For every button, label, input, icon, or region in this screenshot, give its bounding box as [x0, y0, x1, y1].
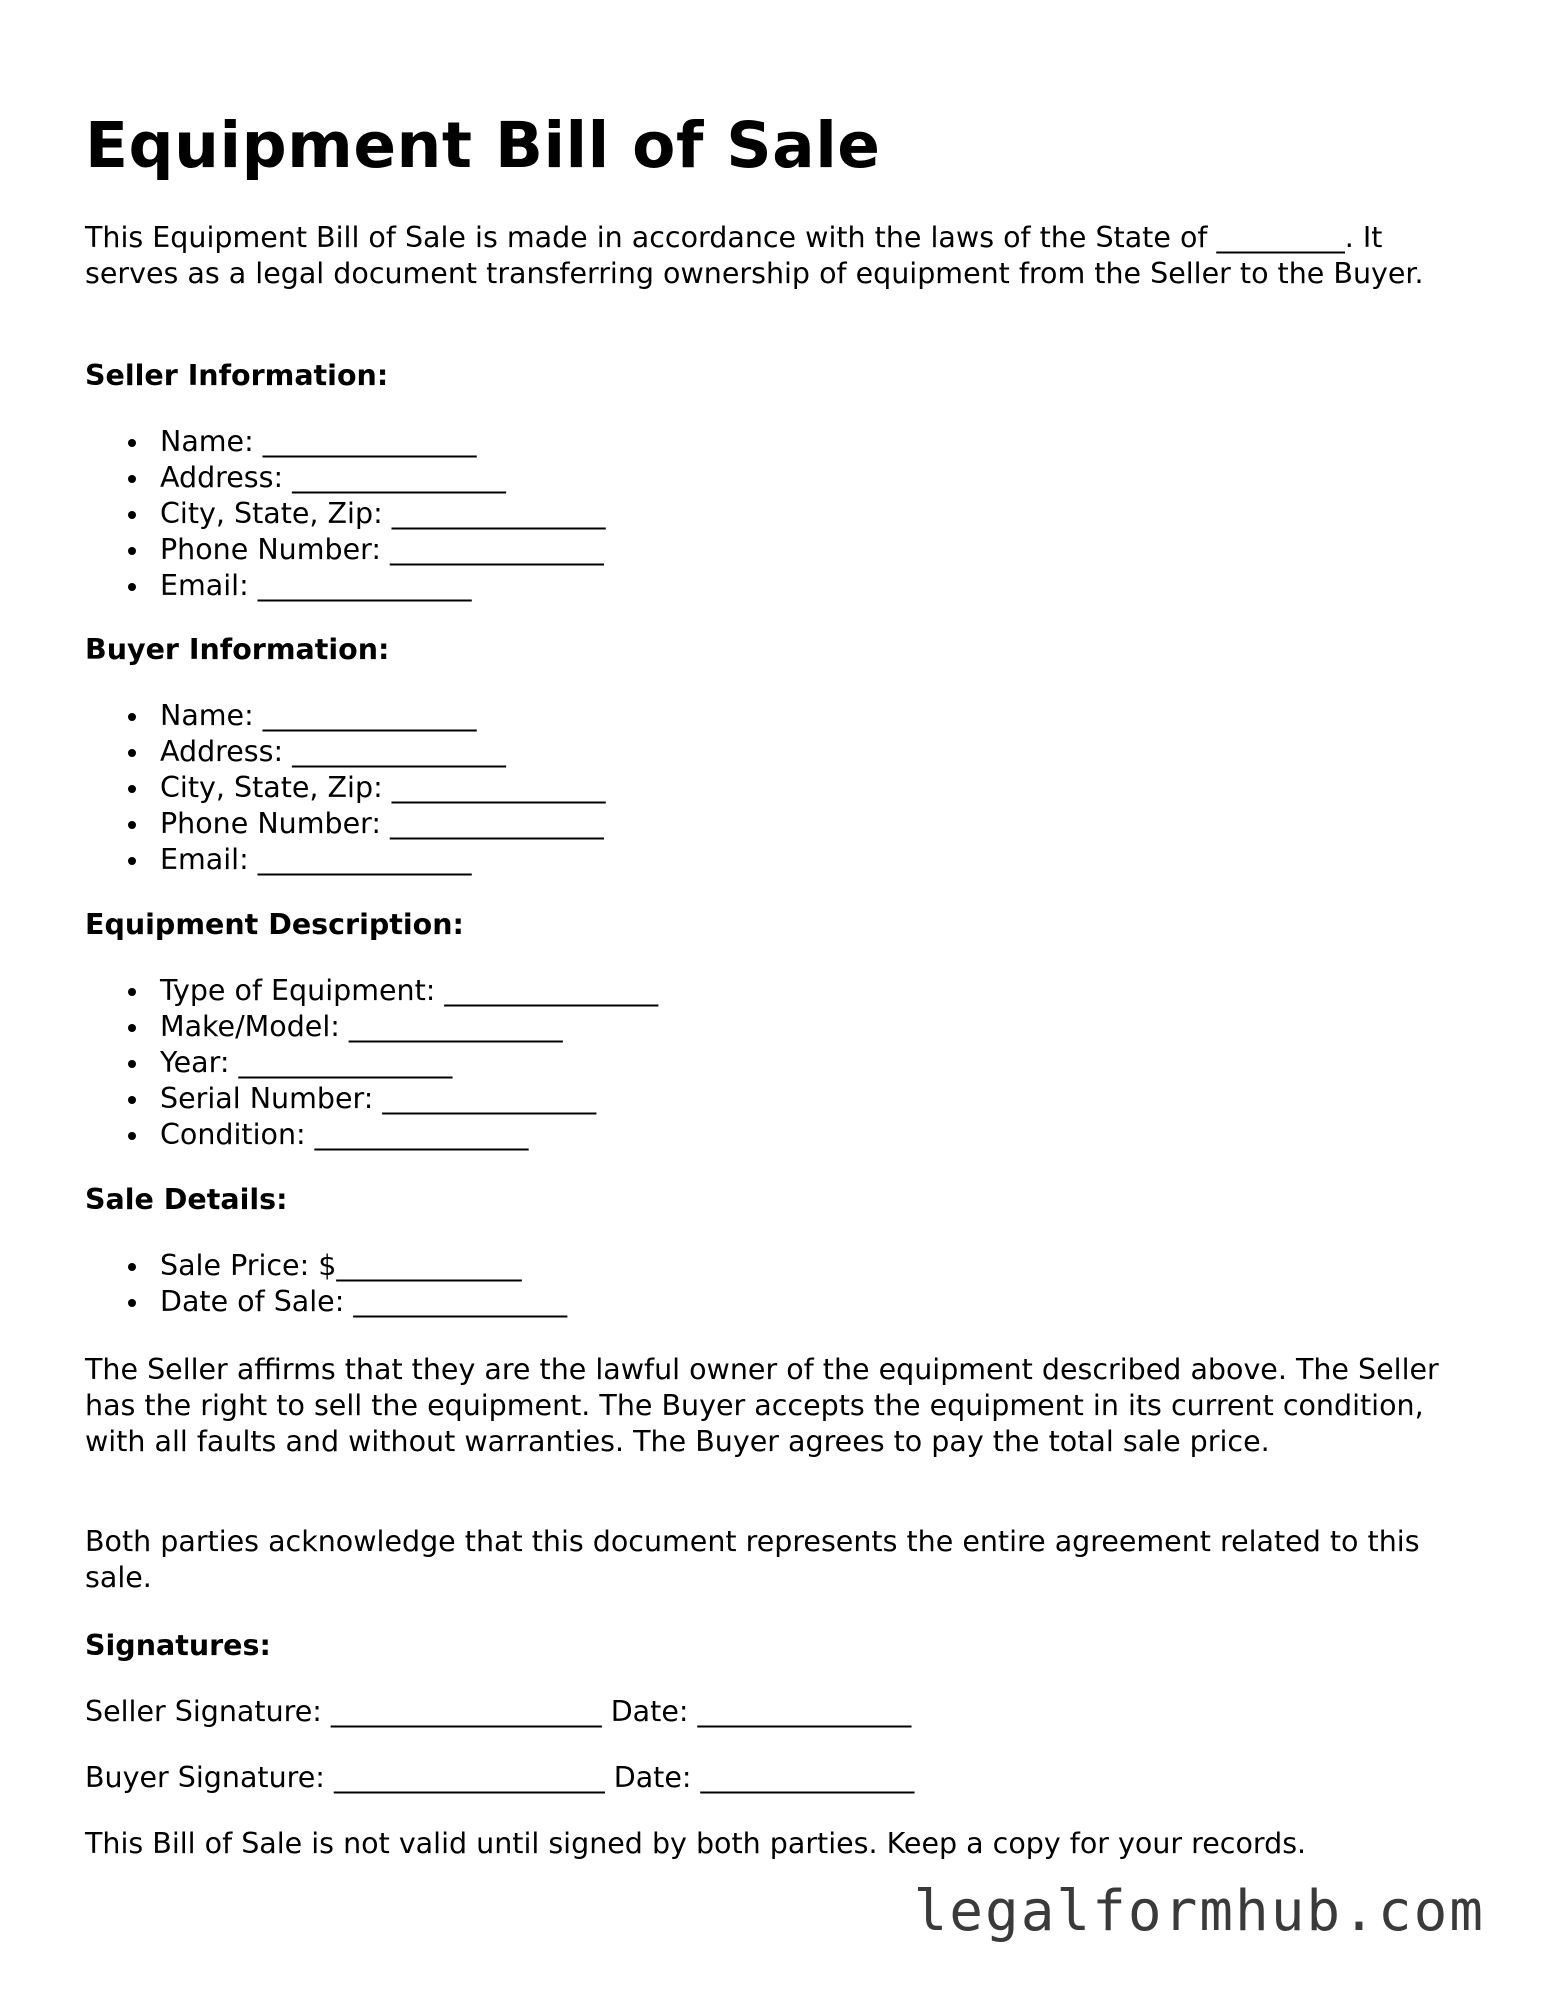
equipment-list	[85, 973, 658, 1153]
seller-signature-line: Seller Signature: ___________________ Date: _______________	[85, 1695, 912, 1728]
page-title: Equipment Bill of Sale	[85, 109, 881, 182]
sale-heading: Sale Details:	[85, 1183, 288, 1216]
sale-date-item: Date of Sale: _______________	[85, 1284, 567, 1320]
buyer-email-item: Email: _______________	[85, 842, 605, 878]
seller-phone-item: Phone Number: _______________	[85, 532, 605, 568]
footer-note: This Bill of Sale is not valid until signed by both parties. Keep a copy for your records.	[85, 1827, 1307, 1860]
seller-info-list	[85, 424, 605, 604]
equipment-year-item: Year: _______________	[85, 1045, 658, 1081]
intro-paragraph: This Equipment Bill of Sale is made in accordance with the laws of the State of _________. It serves as a legal document transferring ownership of equipment from the Seller to the Buyer.	[85, 221, 1424, 290]
seller-city-item: City, State, Zip: _______________	[85, 496, 605, 532]
affirmation-paragraph: The Seller affirms that they are the lawful owner of the equipment described above. The Seller has the right to sell the equipment. The Buyer accepts the equipment in its current condition, with all faults and without warranties. The Buyer agrees to pay the total sale price.	[85, 1353, 1439, 1458]
equipment-heading: Equipment Description:	[85, 908, 464, 941]
sale-price-item: Sale Price: $_____________	[85, 1248, 567, 1284]
equipment-condition-item: Condition: _______________	[85, 1117, 658, 1153]
buyer-city-item: City, State, Zip: _______________	[85, 770, 605, 806]
buyer-heading: Buyer Information:	[85, 633, 390, 666]
seller-email-item: Email: _______________	[85, 568, 605, 604]
buyer-info-list	[85, 698, 605, 878]
equipment-model-item: Make/Model: _______________	[85, 1009, 658, 1045]
equipment-type-item: Type of Equipment: _______________	[85, 973, 658, 1009]
equipment-serial-item: Serial Number: _______________	[85, 1081, 658, 1117]
buyer-address-item: Address: _______________	[85, 734, 605, 770]
seller-heading: Seller Information:	[85, 359, 389, 392]
seller-address-item: Address: _______________	[85, 460, 605, 496]
sale-details-list	[85, 1248, 567, 1320]
buyer-name-item: Name: _______________	[85, 698, 605, 734]
watermark-logo: legalformhub.com	[913, 1879, 1485, 1944]
buyer-signature-line: Buyer Signature: ___________________ Date: _______________	[85, 1761, 915, 1794]
seller-name-item: Name: _______________	[85, 424, 605, 460]
buyer-phone-item: Phone Number: _______________	[85, 806, 605, 842]
signatures-heading: Signatures:	[85, 1629, 271, 1662]
acknowledgement-paragraph: Both parties acknowledge that this document represents the entire agreement related to this sale.	[85, 1525, 1420, 1594]
